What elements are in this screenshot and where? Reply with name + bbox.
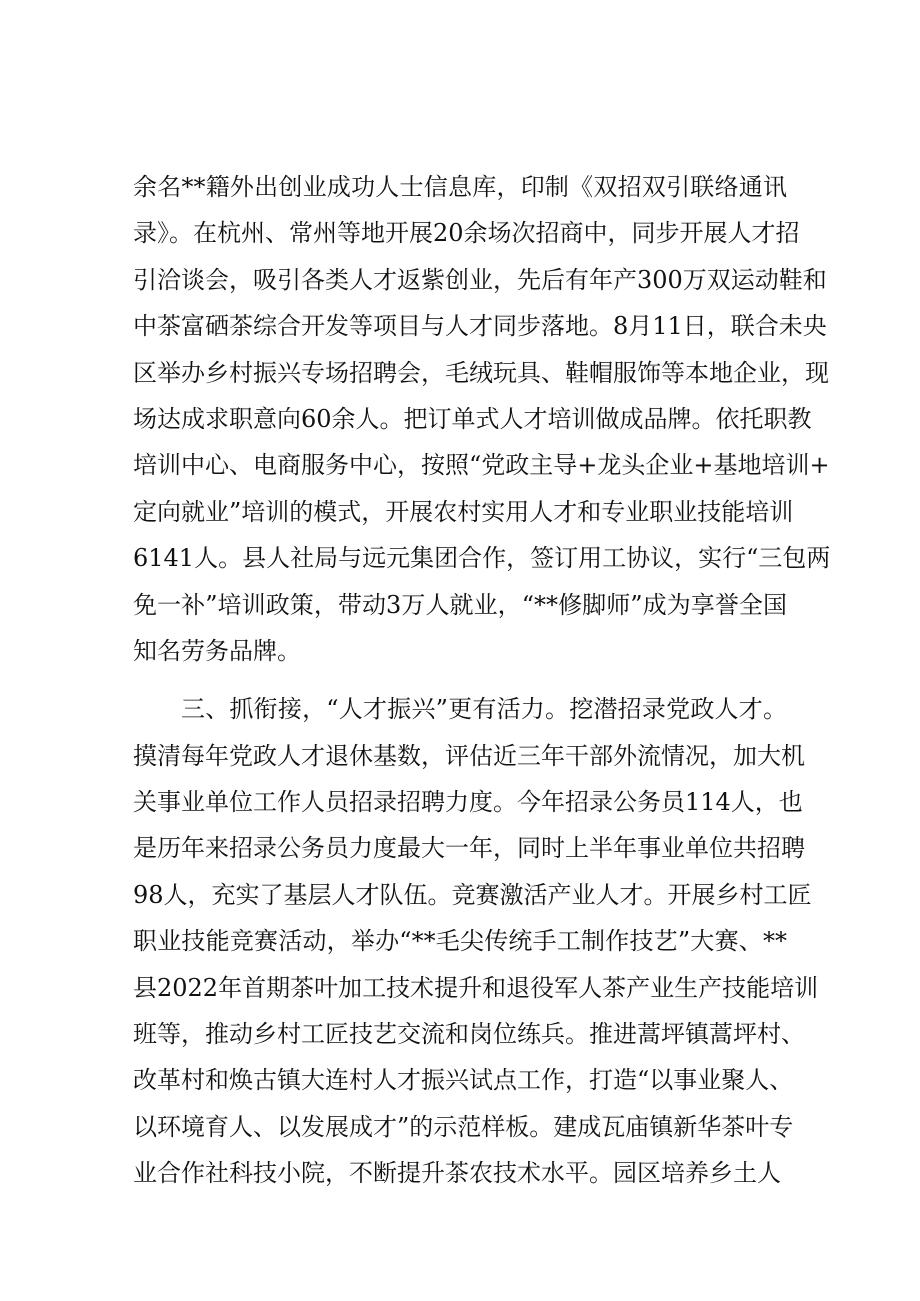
- paragraph-line: 班等，推动乡村工匠技艺交流和岗位练兵。推进蒿坪镇蒿坪村、: [133, 1020, 805, 1049]
- paragraph-line: 县2022年首期茶叶加工技术提升和退役军人茶产业生产技能培训: [133, 973, 819, 1002]
- paragraph-line: 中茶富硒茶综合开发等项目与人才同步落地。8月11日，联合未央: [133, 312, 827, 341]
- paragraph-line: 职业技能竞赛活动，举办“**毛尖传统手工制作技艺”大赛、**: [133, 927, 787, 956]
- paragraph-line: 引洽谈会，吸引各类人才返紫创业，先后有年产300万双运动鞋和: [133, 265, 827, 294]
- paragraph-line: 是历年来招录公务员力度最大一年，同时上半年事业单位共招聘: [133, 834, 805, 863]
- paragraph-1: [133, 164, 831, 674]
- paragraph-gap: [133, 674, 787, 686]
- paragraph-line: 定向就业”培训的模式，开展农村实用人才和专业职业技能培训: [133, 497, 794, 526]
- paragraph-line: 区举办乡村振兴专场招聘会，毛绒玩具、鞋帽服饰等本地企业，现: [133, 358, 829, 387]
- paragraph-line: 6141人。县人社局与远元集团合作，签订用工协议，实行“三包两: [133, 544, 831, 573]
- paragraph-line: 改革村和焕古镇大连村人才振兴试点工作，打造“以事业聚人、: [133, 1066, 794, 1095]
- paragraph-line: 知名劳务品牌。: [133, 636, 301, 665]
- paragraph-line: 98人，充实了基层人才队伍。竞赛激活产业人才。开展乡村工匠: [133, 880, 812, 909]
- paragraph-line: 场达成求职意向60余人。把订单式人才培训做成品牌。依托职教: [133, 404, 812, 433]
- paragraph-line: 以环境育人、以发展成才”的示范样板。建成瓦庙镇新华茶叶专: [133, 1112, 794, 1141]
- paragraph-first-line: 三、抓衔接，“人才振兴”更有活力。挖潜招录党政人才。: [181, 695, 787, 724]
- paragraph-line: 培训中心、电商服务中心，按照“党政主导+龙头企业+基地培训+: [133, 451, 830, 480]
- document-body: [133, 164, 831, 1197]
- paragraph-line: 关事业单位工作人员招录招聘力度。今年招录公务员114人，也: [133, 788, 803, 817]
- paragraph-line: 余名**籍外出创业成功人士信息库，印制《双招双引联络通讯: [133, 173, 787, 201]
- paragraph-line: 业合作社科技小院，不断提升茶农技术水平。园区培养乡土人: [133, 1159, 781, 1188]
- paragraph-line: 摸清每年党政人才退休基数，评估近三年干部外流情况，加大机: [133, 741, 805, 770]
- paragraph-line: 免一补”培训政策，带动3万人就业，“**修脚师”成为享誉全国: [133, 590, 787, 619]
- paragraph-2: [133, 686, 819, 1196]
- paragraph-line: 录》。在杭州、常州等地开展20余场次招商中，同步开展人才招: [133, 219, 800, 248]
